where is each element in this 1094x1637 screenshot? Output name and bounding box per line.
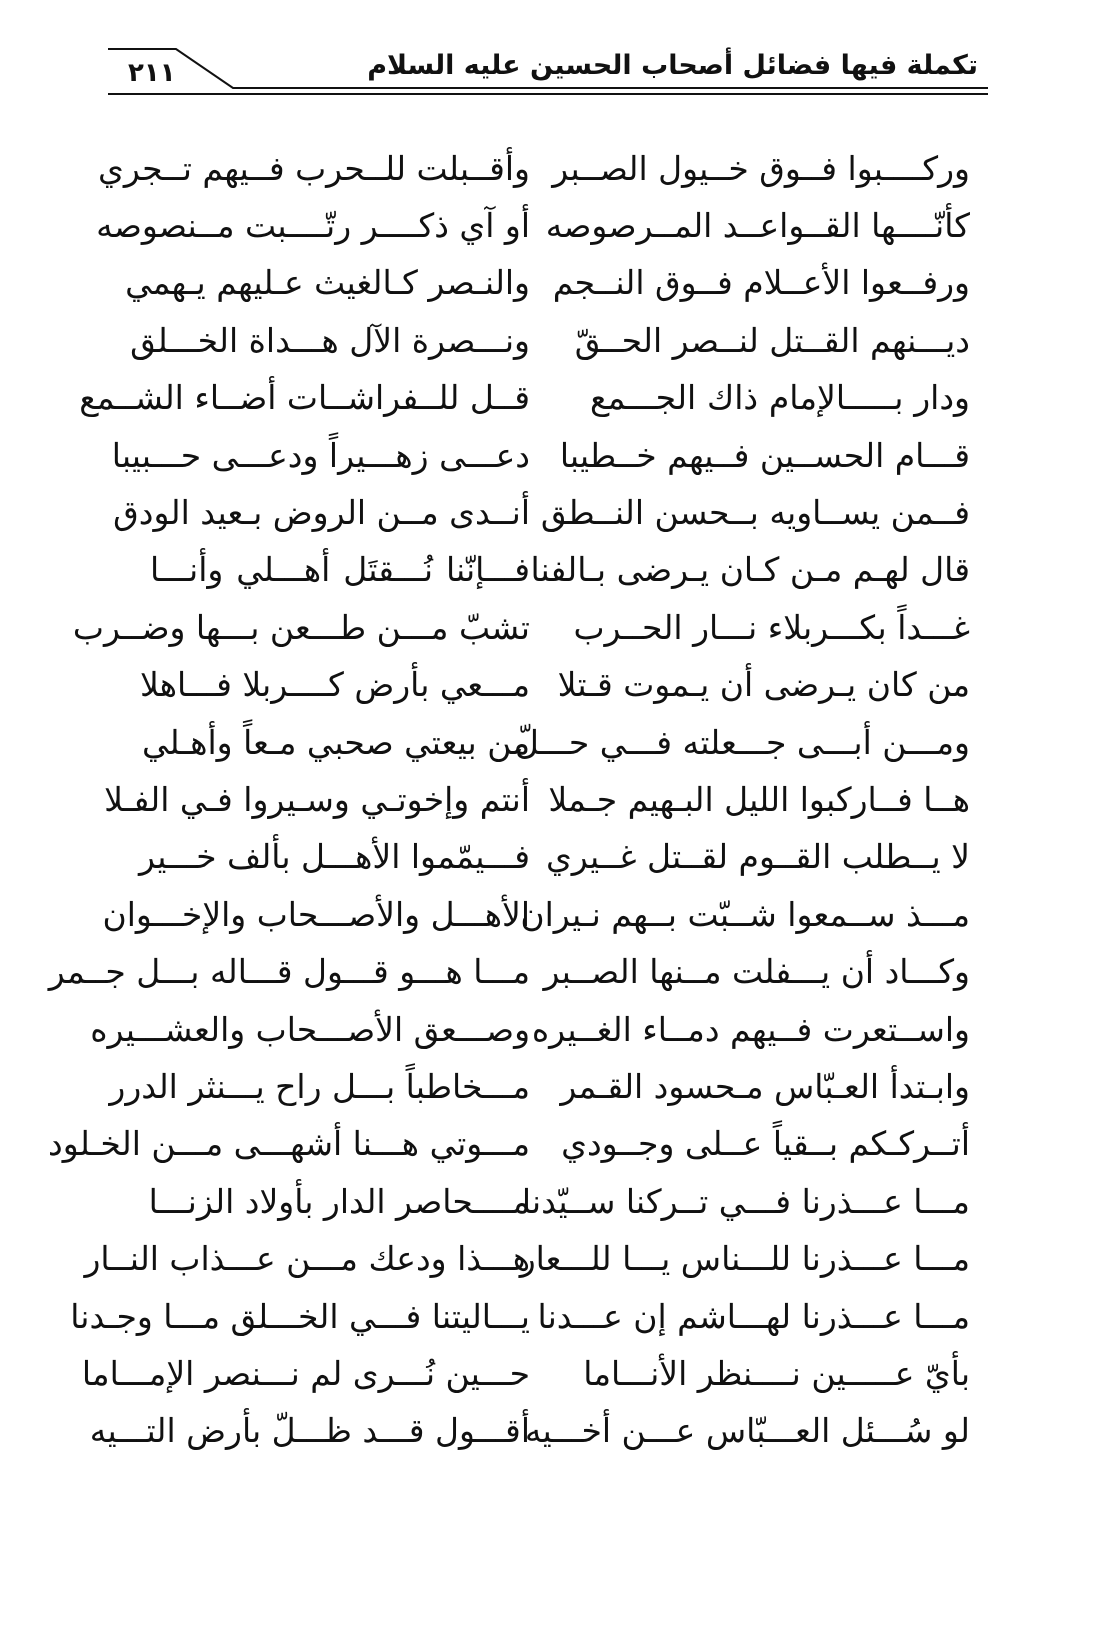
right-hemistich: لا يــطلب القــوم لقــتل غــيري bbox=[545, 837, 970, 877]
left-hemistich: ونـــصرة الآل هـــداة الخـــلق bbox=[130, 320, 530, 360]
left-hemistich: فـــإنّنا نُـــقتَل أهـــلي وأنـــا bbox=[150, 550, 530, 590]
poem-body bbox=[48, 140, 970, 1460]
right-hemistich: قال لهـم مـن كـان يـرضى بـالفنا bbox=[530, 550, 970, 590]
left-hemistich: الأهـــل والأصـــحاب والإخـــوان bbox=[102, 894, 530, 934]
right-hemistich: ورفــعوا الأعــلام فــوق النــجم bbox=[552, 263, 970, 303]
left-hemistich: يـــاليتنا فـــي الخـــلق مـــا وجـدنا bbox=[70, 1296, 530, 1336]
couplet-9 bbox=[72, 599, 970, 656]
couplet-4 bbox=[130, 312, 970, 369]
right-hemistich: بأيّ عـــــين نــــنظر الأنـــاما bbox=[583, 1353, 970, 1393]
couplet-14 bbox=[102, 886, 970, 943]
right-hemistich: وكـــاد أن يـــفلت مــنها الصــبر bbox=[543, 952, 970, 992]
left-hemistich: هـــذا ودعك مـــن عـــذاب النــار bbox=[84, 1239, 530, 1279]
couplet-5 bbox=[79, 370, 970, 427]
left-hemistich: حـــين نُـــرى لم نـــنصر الإمـــاما bbox=[81, 1353, 530, 1393]
right-hemistich: قـــام الحســين فــيهم خــطيبا bbox=[559, 435, 970, 475]
couplet-11 bbox=[142, 714, 970, 771]
couplet-7 bbox=[113, 484, 970, 541]
left-hemistich: أنتم وإخوتـي وسـيروا فـي الفـلا bbox=[104, 779, 530, 819]
couplet-12 bbox=[104, 771, 970, 828]
running-title: تكملة فيها فضائل أصحاب الحسين عليه السلام bbox=[367, 50, 978, 81]
couplet-10 bbox=[139, 657, 970, 714]
couplet-21 bbox=[70, 1288, 970, 1345]
left-hemistich: مـــخاطباً بـــل راح يـــنثر الدرر bbox=[109, 1066, 530, 1106]
right-hemistich: مـــا عـــذرنا فـــي تــركنا ســيّدنا bbox=[521, 1181, 970, 1221]
left-hemistich: فـــيمّموا الأهـــل بألف خـــير bbox=[139, 837, 530, 877]
couplet-19 bbox=[150, 1173, 970, 1230]
right-hemistich: غـــداً بكـــربلاء نـــار الحــرب bbox=[573, 607, 970, 647]
right-hemistich: أتــركـكم بــقياً عــلى وجــودي bbox=[561, 1124, 970, 1164]
left-hemistich: مـــا هـــو قـــول قـــاله بـــل جــمر bbox=[48, 952, 530, 992]
page-header bbox=[108, 40, 988, 110]
couplet-18 bbox=[48, 1116, 970, 1173]
right-hemistich: فــمن يســاويه بــحسن النــطق bbox=[540, 493, 970, 533]
left-hemistich: وأقــبلت للــحرب فــيهم تــجري bbox=[98, 148, 530, 188]
left-hemistich: أنــدى مــن الروض بـعيد الودق bbox=[113, 493, 530, 533]
right-hemistich: واســتعرت فــيهم دمــاء الغــيره bbox=[531, 1009, 970, 1049]
right-hemistich: من كان يـرضى أن يـموت قـتلا bbox=[557, 665, 970, 705]
left-hemistich: تشبّ مـــن طـــعن بـــها وضــرب bbox=[72, 607, 530, 647]
left-hemistich: مـــوتي هـــنا أشهـــى مـــن الخـلود bbox=[48, 1124, 530, 1164]
right-hemistich: مـــا عـــذرنا للـــناس يـــا للـــعار bbox=[519, 1239, 970, 1279]
left-hemistich: من بيعتي صحبي مـعاً وأهـلي bbox=[142, 722, 530, 762]
right-hemistich: مـــذ ســمعوا شــبّت بــهم نـيران bbox=[520, 894, 970, 934]
right-hemistich: ومـــن أبـــى جـــعلته فـــي حـــلّ bbox=[514, 722, 970, 762]
left-hemistich: والنـصر كـالغيث عـليهم يـهمي bbox=[125, 263, 530, 303]
right-hemistich: كأنّــــها القــواعــد المــرصوصه bbox=[545, 206, 970, 246]
couplet-13 bbox=[139, 829, 970, 886]
couplet-20 bbox=[84, 1230, 970, 1287]
couplet-17 bbox=[109, 1058, 970, 1115]
left-hemistich: وصـــعق الأصـــحاب والعشـــيره bbox=[90, 1009, 530, 1049]
right-hemistich: ودار بـــــالإمام ذاك الجـــمع bbox=[590, 378, 970, 418]
couplet-22 bbox=[81, 1345, 970, 1402]
couplet-23 bbox=[89, 1403, 970, 1460]
couplet-8 bbox=[150, 542, 970, 599]
left-hemistich: مـــعي بأرض كــــربلا فـــاهلا bbox=[139, 665, 530, 705]
couplet-15 bbox=[48, 943, 970, 1000]
couplet-16 bbox=[90, 1001, 970, 1058]
couplet-6 bbox=[111, 427, 970, 484]
couplet-3 bbox=[125, 255, 970, 312]
right-hemistich: ديـــنهم القــتل لنــصر الحــقّ bbox=[574, 320, 970, 360]
left-hemistich: قــل للــفراشــات أضــاء الشــمع bbox=[79, 378, 530, 418]
right-hemistich: وركــــبوا فــوق خــيول الصــبر bbox=[552, 148, 970, 188]
right-hemistich: هــا فــاركبوا الليل البـهيم جـملا bbox=[548, 779, 970, 819]
right-hemistich: مـــا عـــذرنا لهـــاشم إن عـــدنا bbox=[537, 1296, 970, 1336]
left-hemistich: أقـــول قـــد ظـــلّ بأرض التـــيه bbox=[89, 1411, 530, 1451]
right-hemistich: لو سُـــئل العـــبّاس عـــن أخـــيه bbox=[524, 1411, 970, 1451]
left-hemistich: مــــحاصر الدار بأولاد الزنـــا bbox=[148, 1181, 530, 1221]
page-number: ٢١١ bbox=[128, 58, 176, 88]
left-hemistich: أو آي ذكــــر رتّــــبت مــنصوصه bbox=[96, 206, 530, 246]
couplet-1 bbox=[98, 140, 970, 197]
couplet-2 bbox=[96, 197, 970, 254]
left-hemistich: دعـــى زهـــيراً ودعـــى حـــبيبا bbox=[111, 435, 530, 475]
right-hemistich: وابـتدأ العـبّاس مـحسود القـمر bbox=[560, 1066, 970, 1106]
